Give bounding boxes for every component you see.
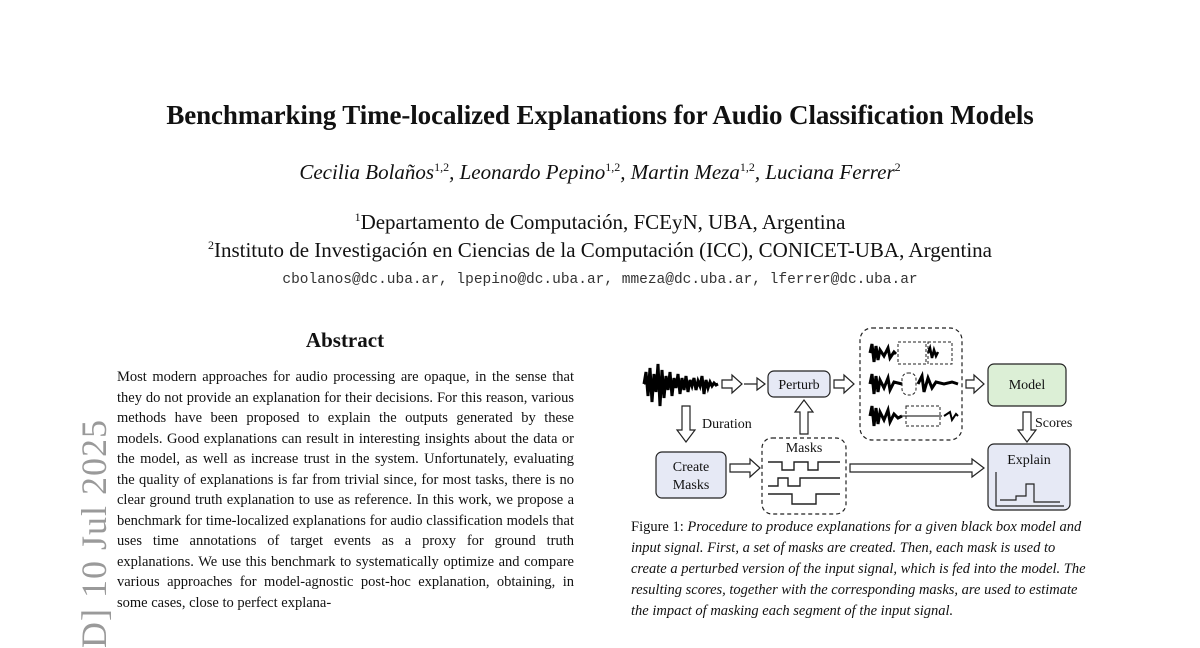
svg-text:Perturb: Perturb [778, 378, 820, 393]
arrow-model-to-explain [1018, 412, 1036, 442]
masks-group [762, 438, 846, 514]
author-3: Martin Meza$^{1,2}$, [630, 160, 766, 184]
create-masks-node [656, 452, 726, 498]
svg-text:Masks: Masks [785, 441, 823, 456]
author-list [0, 160, 1200, 185]
scores-label: Scores [1035, 416, 1072, 431]
explain-node [988, 444, 1070, 510]
perturb-node [768, 371, 830, 397]
paper-title: Benchmarking Time-localized Explanations for Audio Classification Models [166, 100, 1034, 130]
figure-1-caption [631, 517, 1091, 622]
arrow-masks-to-perturb [795, 400, 813, 434]
arrow-masks-to-explain [850, 459, 984, 477]
abstract-heading: Abstract [305, 328, 385, 352]
svg-text:Create: Create [672, 460, 710, 475]
arxiv-side-stamp: D] 10 Jul 2025 [74, 419, 114, 648]
perturbed-signals-group [860, 328, 962, 440]
caption-text: Procedure to produce explanations for a given black box model and input signal. First, a set of masks are created. Then, each mask is used to create a perturbed version of the input signal, which is fed into the model. The resulting scores, together with the corresponding masks, are used to estimate the impact of masking each segment of the input signal. [631, 519, 1086, 619]
caption-label: Figure 1: [631, 519, 688, 535]
abstract-body: Most modern approaches for audio processing are opaque, in the sense that they do not provide an explanation for their decisions. For this reason, various methods have been proposed to explain the outputs generated by these models. Good explanations can result in interesting insights about the data or the model, as well as increase trust in the system. Unfortunately, evaluating the quality of explanations is far from trivial since, for most tasks, there is no clear ground truth explanation to use as reference. In this work, we propose a benchmark for time-localized explanations for audio classification models that uses time annotations of target events as a proxy for ground truth explanations. We use this benchmark to systematically optimize and compare various approaches for model-agnostic post-hoc explanation, obtaining, in some cases, close to perfect explana- [117, 369, 574, 611]
svg-text:Explain: Explain [1007, 453, 1051, 468]
arrow-variants-to-model [966, 375, 984, 393]
input-waveform [644, 364, 718, 406]
figure-1-diagram [632, 326, 1072, 516]
author-2: Leonardo Pepino$^{1,2}$, [459, 160, 631, 184]
svg-text:Masks: Masks [672, 478, 710, 493]
svg-text:Model: Model [1008, 378, 1046, 393]
author-1: Cecilia Bolaños$^{1,2}$, [299, 160, 460, 184]
duration-label: Duration [702, 417, 752, 432]
arrow-perturb-to-variants [834, 375, 854, 393]
arrow-input-to-perturb [722, 375, 742, 393]
pipeline-diagram [632, 326, 1072, 516]
affiliation-2: $^2$Instituto de Investigación en Ciencias de la Computación (ICC), CONICET-UBA, Argentina [207, 238, 993, 262]
model-node [988, 364, 1066, 406]
author-4: Luciana Ferrer$^2$ [765, 160, 901, 184]
author-emails: cbolanos@dc.uba.ar, lpepino@dc.uba.ar, mmeza@dc.uba.ar, lferrer@dc.uba.ar [282, 272, 918, 288]
affiliation-1: $^1$Departamento de Computación, FCEyN, UBA, Argentina [354, 210, 846, 234]
arrow-create-to-masks [730, 459, 760, 477]
arrow-duration [677, 406, 695, 442]
